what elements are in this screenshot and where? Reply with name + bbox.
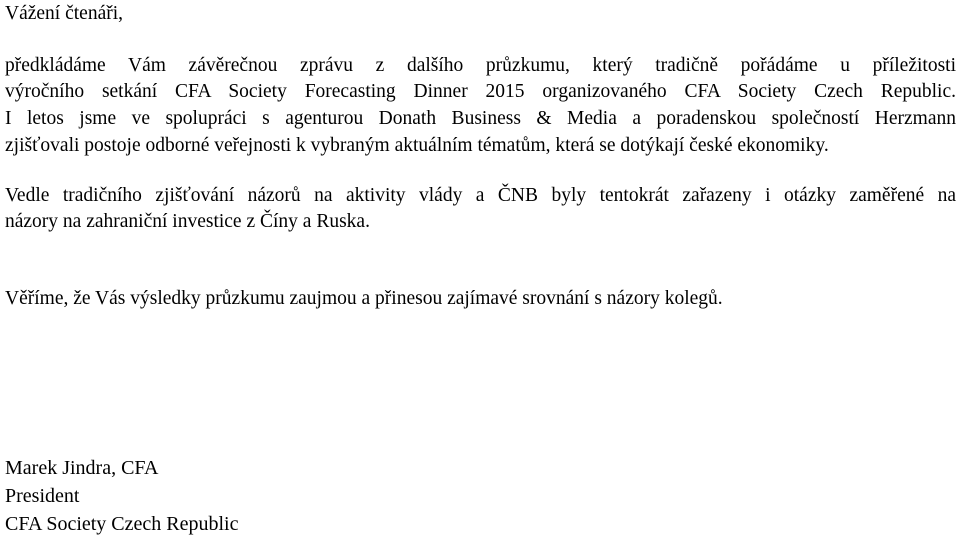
salutation: Vážení čtenáři,	[5, 3, 124, 24]
signature-organization: CFA Society Czech Republic	[5, 513, 239, 535]
signature-name: Marek Jindra, CFA	[5, 457, 159, 479]
paragraph-1-line-1: předkládáme Vám závěrečnou zprávu z dalšího průzkumu, který tradičně pořádáme u příležitosti	[5, 55, 956, 76]
paragraph-3: Věříme, že Vás výsledky průzkumu zaujmou a přinesou zajímavé srovnání s názory kolegů.	[5, 288, 723, 309]
paragraph-1-line-2: výročního setkání CFA Society Forecasting Dinner 2015 organizovaného CFA Society Czech Republic.	[5, 81, 956, 102]
paragraph-2-line-2: názory na zahraniční investice z Číny a Ruska.	[5, 211, 370, 232]
paragraph-2-line-1: Vedle tradičního zjišťování názorů na aktivity vlády a ČNB byly tentokrát zařazeny i otázky zaměřené na	[5, 185, 956, 206]
paragraph-1-line-3: I letos jsme ve spolupráci s agenturou Donath Business & Media a poradenskou společností Herzmann	[5, 108, 956, 129]
signature-title: President	[5, 485, 80, 507]
paragraph-1-line-4: zjišťovali postoje odborné veřejnosti k vybraným aktuálním tématům, která se dotýkají české ekonomiky.	[5, 135, 829, 156]
